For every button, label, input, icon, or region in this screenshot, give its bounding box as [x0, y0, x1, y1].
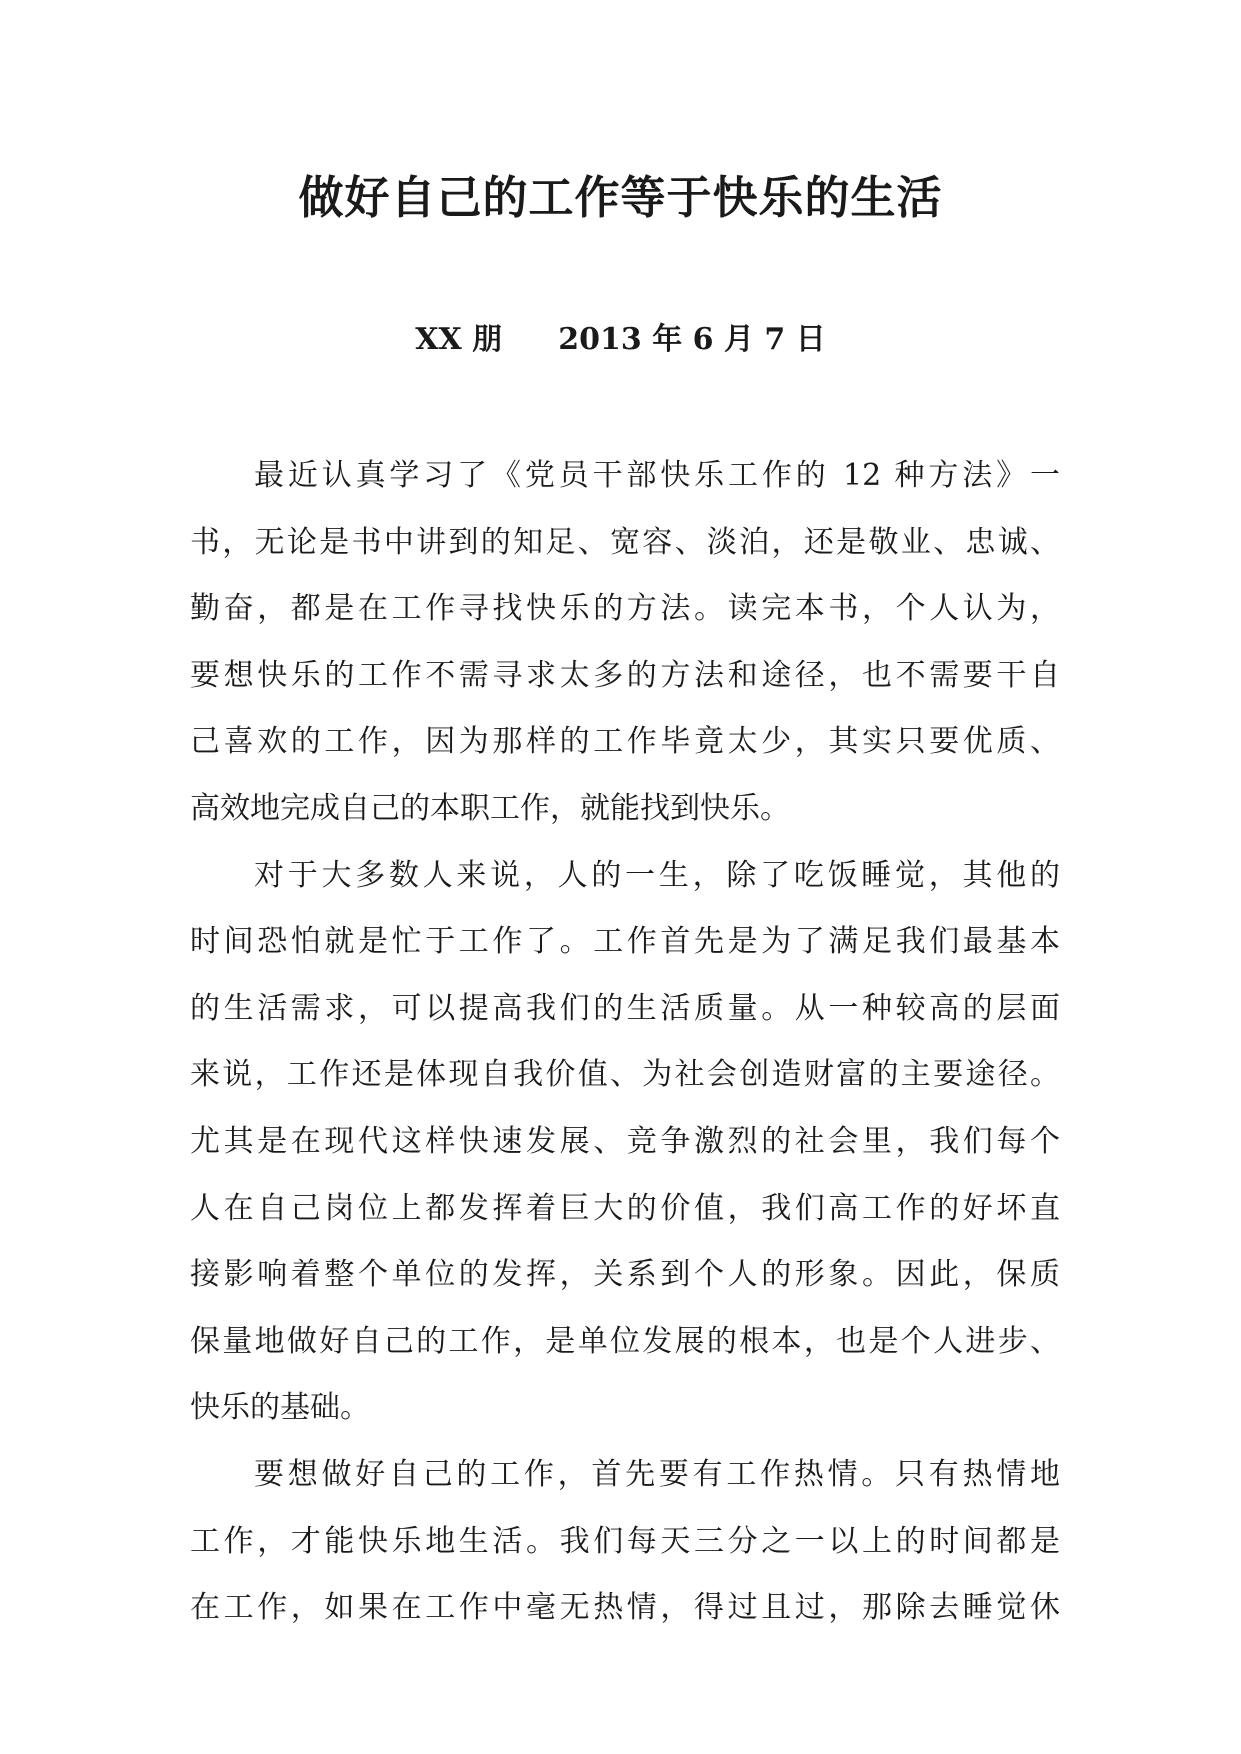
- body-line: 快乐的基础。: [190, 1390, 370, 1426]
- body-line: 高效地完成自己的本职工作，就能找到快乐。: [190, 790, 790, 826]
- body-line: 尤其是在现代这样快速发展、竞争激烈的社会里，我们每个: [190, 1123, 1060, 1159]
- body-line: 在工作，如果在工作中毫无热情，得过且过，那除去睡觉休: [190, 1590, 1060, 1626]
- publish-date: 2013 年 6 月 7 日: [558, 322, 826, 357]
- body-line: 己喜欢的工作，因为那样的工作毕竟太少，其实只要优质、: [190, 724, 1060, 760]
- author-name: XX 朋: [415, 322, 503, 357]
- body-line: 工作，才能快乐地生活。我们每天三分之一以上的时间都是: [190, 1523, 1060, 1559]
- body-line: 来说，工作还是体现自我价值、为社会创造财富的主要途径。: [190, 1057, 1060, 1093]
- body-text: [190, 443, 1060, 1642]
- body-line: 勤奋，都是在工作寻找快乐的方法。读完本书，个人认为，: [190, 591, 1060, 627]
- body-line: 接影响着整个单位的发挥，关系到个人的形象。因此，保质: [190, 1257, 1060, 1293]
- byline: [0, 320, 1241, 360]
- body-line: 时间恐怕就是忙于工作了。工作首先是为了满足我们最基本: [190, 924, 1060, 960]
- body-line: 要想快乐的工作不需寻求太多的方法和途径，也不需要干自: [190, 657, 1060, 693]
- body-line: 保量地做好自己的工作，是单位发展的根本，也是个人进步、: [190, 1323, 1060, 1359]
- body-line: 人在自己岗位上都发挥着巨大的价值，我们高工作的好坏直: [190, 1190, 1060, 1226]
- body-line: 书，无论是书中讲到的知足、宽容、淡泊，还是敬业、忠诚、: [190, 524, 1060, 560]
- body-line: 最近认真学习了《党员干部快乐工作的 12 种方法》一: [254, 458, 1060, 493]
- document-title: 做好自己的工作等于快乐的生活: [298, 171, 943, 224]
- body-line: 要想做好自己的工作，首先要有工作热情。只有热情地: [254, 1456, 1060, 1492]
- body-line: 的生活需求，可以提高我们的生活质量。从一种较高的层面: [190, 990, 1060, 1026]
- body-line: 对于大多数人来说，人的一生，除了吃饭睡觉，其他的: [254, 857, 1060, 893]
